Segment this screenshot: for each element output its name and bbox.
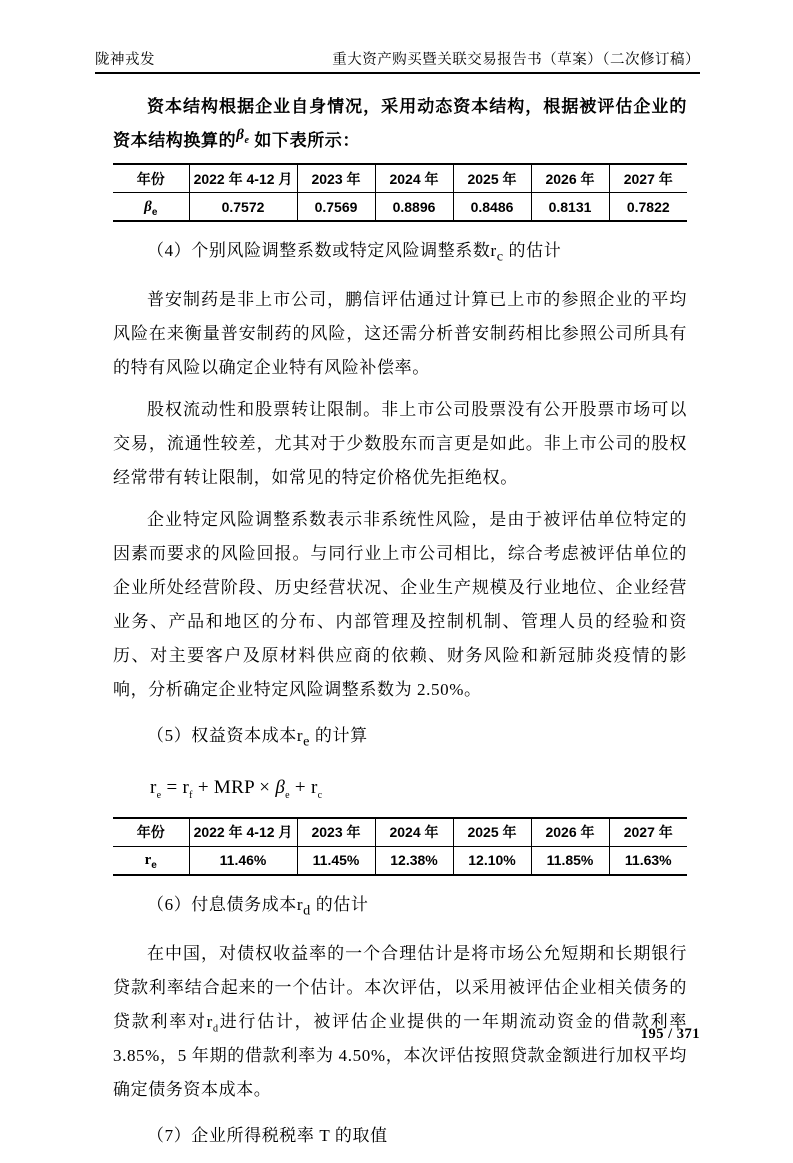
- header-cell: 2024 年: [375, 164, 453, 193]
- beta-symbol: $\beta_e$: [236, 127, 250, 146]
- intro-text-post: 如下表所示：: [249, 131, 360, 150]
- page-content: [113, 86, 687, 1163]
- table-data-row: [113, 193, 687, 222]
- value-cell: 12.38%: [375, 846, 453, 875]
- value-cell: 0.7572: [189, 193, 297, 222]
- page-number: 195 / 371: [640, 1026, 700, 1042]
- value-cell: 12.10%: [453, 846, 531, 875]
- header-cell: 2025 年: [453, 164, 531, 193]
- header-cell: 年份: [113, 818, 189, 847]
- header-cell: 2026 年: [531, 164, 609, 193]
- header-cell: 2025 年: [453, 818, 531, 847]
- table-header-row: [113, 164, 687, 193]
- table-header-row: [113, 818, 687, 847]
- section-heading-7: （7）企业所得税税率 T 的取值: [147, 1126, 388, 1146]
- header-cell: 2022 年 4-12 月: [189, 818, 297, 847]
- header-cell: 年份: [113, 164, 189, 193]
- header-cell: 2027 年: [609, 818, 687, 847]
- paragraph: 在中国，对债权收益率的一个合理估计是将市场公允短期和长期银行贷款利率结合起来的一个估计。本次评估，以采用被评估企业相关债务的贷款利率对$r_d$进行估计，被评估企业提供的一年期流动资金的借款利率 3.85%，5 年期的借款利率为 4.50%，本次评估按照贷款金额进行加权平均确定债务资本成本。: [113, 944, 687, 1100]
- paragraph: 普安制药是非上市公司，鹏信评估通过计算已上市的参照企业的平均风险在来衡量普安制药的风险，这还需分析普安制药相比参照公司所具有的特有风险以确定企业特有风险补偿率。: [113, 290, 687, 378]
- row-label-cell: $r_e$: [113, 846, 189, 875]
- header-cell: 2024 年: [375, 818, 453, 847]
- header-cell: 2023 年: [297, 164, 375, 193]
- section-heading-6: （6）付息债务成本$r_d$ 的估计: [147, 894, 369, 919]
- value-cell: 0.7569: [297, 193, 375, 222]
- table-data-row: [113, 846, 687, 875]
- header-cell: 2023 年: [297, 818, 375, 847]
- header-report-title: 重大资产购买暨关联交易报告书（草案）（二次修订稿）: [332, 52, 700, 68]
- header-cell: 2022 年 4-12 月: [189, 164, 297, 193]
- header-cell: 2026 年: [531, 818, 609, 847]
- section-heading-5: （5）权益资本成本$r_e$ 的计算: [147, 726, 368, 750]
- value-cell: 0.8486: [453, 193, 531, 222]
- value-cell: 11.85%: [531, 846, 609, 875]
- cost-of-equity-table: [113, 817, 687, 876]
- section-heading-4: （4）个别风险调整系数或特定风险调整系数$r_c$ 的估计: [147, 241, 562, 265]
- intro-text-pre: 资本结构根据企业自身情况，采用动态资本结构，根据被评估企业的资本结构换算的: [113, 97, 687, 150]
- cost-of-equity-formula: $r_e = r_f$ + MRP × $\beta_e + r_c$: [150, 776, 323, 801]
- value-cell: 11.46%: [189, 846, 297, 875]
- value-cell: 11.45%: [297, 846, 375, 875]
- row-label-cell: $\beta_e$: [113, 193, 189, 222]
- header-company-name: 陇神戎发: [95, 52, 155, 68]
- header-cell: 2027 年: [609, 164, 687, 193]
- beta-table: [113, 163, 687, 222]
- intro-paragraph: [113, 90, 687, 159]
- value-cell: 0.8131: [531, 193, 609, 222]
- paragraph: 股权流动性和股票转让限制。非上市公司股票没有公开股票市场可以交易，流通性较差，尤其对于少数股东而言更是如此。非上市公司的股权经常带有转让限制，如常见的特定价格优先拒绝权。: [113, 400, 687, 488]
- value-cell: 0.8896: [375, 193, 453, 222]
- value-cell: 11.63%: [609, 846, 687, 875]
- paragraph: 企业特定风险调整系数表示非系统性风险，是由于被评估单位特定的因素而要求的风险回报。与同行业上市公司相比，综合考虑被评估单位的企业所处经营阶段、历史经营状况、企业生产规模及行业地位、企业经营业务、产品和地区的分布、内部管理及控制机制、管理人员的经验和资历、对主要客户及原材料供应商的依赖、财务风险和新冠肺炎疫情的影响，分析确定企业特定风险调整系数为 2.50%。: [113, 510, 687, 700]
- value-cell: 0.7822: [609, 193, 687, 222]
- running-header: [95, 48, 700, 74]
